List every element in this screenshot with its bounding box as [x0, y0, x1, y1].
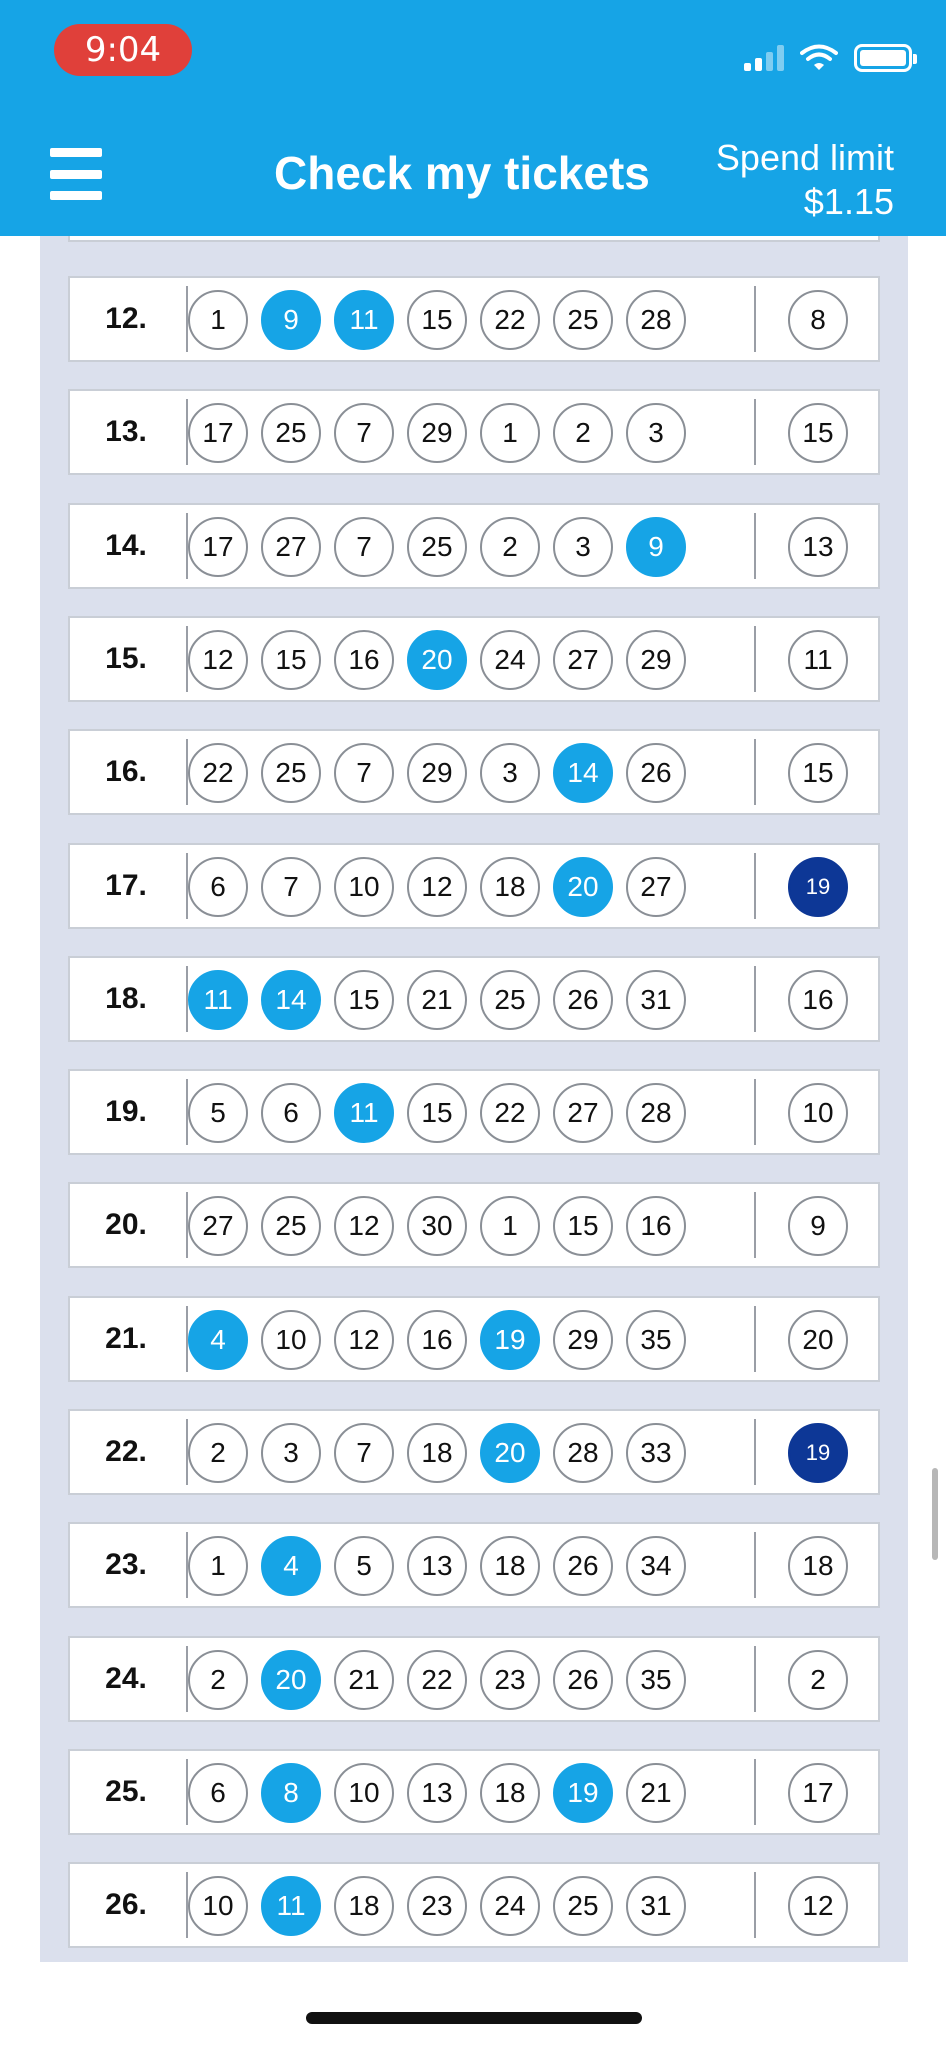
number-ball: 12: [334, 1196, 394, 1256]
matched-number-ball: 20: [407, 630, 467, 690]
number-ball: 3: [553, 517, 613, 577]
app-header: [0, 0, 946, 236]
number-ball: 30: [407, 1196, 467, 1256]
number-ball: 29: [407, 403, 467, 463]
ticket-row: [68, 616, 880, 702]
bonus-ball: 15: [788, 743, 848, 803]
number-ball: 29: [553, 1310, 613, 1370]
number-ball: 16: [626, 1196, 686, 1256]
ticket-row: [68, 389, 880, 475]
number-ball: 6: [188, 1763, 248, 1823]
number-ball: 6: [261, 1083, 321, 1143]
number-ball: 35: [626, 1310, 686, 1370]
number-ball: 25: [553, 290, 613, 350]
matched-number-ball: 11: [334, 290, 394, 350]
number-ball: 18: [480, 857, 540, 917]
matched-bonus-ball: 19: [788, 857, 848, 917]
bonus-ball: 2: [788, 1650, 848, 1710]
number-ball: 12: [407, 857, 467, 917]
ticket-number: 14.: [105, 528, 147, 562]
divider: [754, 1646, 756, 1712]
number-ball: 27: [626, 857, 686, 917]
ticket-row: [68, 1522, 880, 1608]
ticket-row: [68, 956, 880, 1042]
divider: [754, 966, 756, 1032]
divider: [754, 1192, 756, 1258]
number-ball: 13: [407, 1536, 467, 1596]
matched-number-ball: 8: [261, 1763, 321, 1823]
bonus-ball: 17: [788, 1763, 848, 1823]
bonus-ball: 10: [788, 1083, 848, 1143]
number-ball: 31: [626, 970, 686, 1030]
divider: [754, 399, 756, 465]
number-ball: 21: [626, 1763, 686, 1823]
home-indicator[interactable]: [306, 2012, 642, 2024]
number-ball: 25: [407, 517, 467, 577]
number-ball: 21: [334, 1650, 394, 1710]
number-ball: 3: [626, 403, 686, 463]
divider: [754, 1079, 756, 1145]
number-ball: 25: [553, 1876, 613, 1936]
ticket-row: [68, 1296, 880, 1382]
number-ball: 2: [480, 517, 540, 577]
number-ball: 35: [626, 1650, 686, 1710]
ticket-number: 23.: [105, 1548, 147, 1582]
number-ball: 27: [553, 630, 613, 690]
number-ball: 18: [334, 1876, 394, 1936]
number-ball: 28: [553, 1423, 613, 1483]
matched-number-ball: 11: [188, 970, 248, 1030]
number-ball: 25: [261, 403, 321, 463]
ticket-number: 21.: [105, 1321, 147, 1355]
bonus-ball: 20: [788, 1310, 848, 1370]
number-ball: 12: [188, 630, 248, 690]
battery-icon: [854, 44, 912, 72]
menu-icon[interactable]: [50, 148, 102, 200]
number-ball: 1: [480, 1196, 540, 1256]
divider: [754, 1532, 756, 1598]
divider: [754, 739, 756, 805]
number-ball: 27: [188, 1196, 248, 1256]
number-ball: 24: [480, 630, 540, 690]
number-ball: 1: [480, 403, 540, 463]
number-ball: 26: [626, 743, 686, 803]
status-icons: [744, 40, 912, 76]
number-ball: 23: [407, 1876, 467, 1936]
divider: [754, 513, 756, 579]
matched-bonus-ball: 19: [788, 1423, 848, 1483]
number-ball: 29: [407, 743, 467, 803]
number-ball: 10: [334, 1763, 394, 1823]
matched-number-ball: 14: [553, 743, 613, 803]
number-ball: 15: [553, 1196, 613, 1256]
status-time: 9:04: [54, 24, 192, 76]
ticket-number: 24.: [105, 1661, 147, 1695]
matched-number-ball: 19: [553, 1763, 613, 1823]
matched-number-ball: 11: [261, 1876, 321, 1936]
matched-number-ball: 9: [626, 517, 686, 577]
divider: [754, 1872, 756, 1938]
ticket-row: [68, 1409, 880, 1495]
ticket-row: [68, 1862, 880, 1948]
ticket-row: [68, 729, 880, 815]
number-ball: 23: [480, 1650, 540, 1710]
divider: [754, 286, 756, 352]
number-ball: 26: [553, 1536, 613, 1596]
number-ball: 26: [553, 1650, 613, 1710]
number-ball: 22: [480, 1083, 540, 1143]
number-ball: 7: [261, 857, 321, 917]
divider: [754, 853, 756, 919]
ticket-row: [68, 503, 880, 589]
number-ball: 15: [261, 630, 321, 690]
bonus-ball: 9: [788, 1196, 848, 1256]
ticket-number: 20.: [105, 1208, 147, 1242]
divider: [754, 1306, 756, 1372]
matched-number-ball: 19: [480, 1310, 540, 1370]
page-title: Check my tickets: [274, 147, 650, 199]
number-ball: 5: [188, 1083, 248, 1143]
number-ball: 16: [334, 630, 394, 690]
ticket-row: [68, 1749, 880, 1835]
number-ball: 10: [261, 1310, 321, 1370]
number-ball: 31: [626, 1876, 686, 1936]
divider: [754, 1419, 756, 1485]
divider: [754, 1759, 756, 1825]
number-ball: 3: [261, 1423, 321, 1483]
number-ball: 34: [626, 1536, 686, 1596]
cellular-signal-icon: [744, 45, 784, 71]
number-ball: 15: [407, 290, 467, 350]
matched-number-ball: 20: [261, 1650, 321, 1710]
number-ball: 22: [407, 1650, 467, 1710]
number-ball: 1: [188, 290, 248, 350]
ticket-number: 26.: [105, 1888, 147, 1922]
number-ball: 22: [480, 290, 540, 350]
divider: [754, 626, 756, 692]
bonus-ball: 15: [788, 403, 848, 463]
tickets-panel: [40, 236, 908, 1962]
matched-number-ball: 20: [553, 857, 613, 917]
ticket-number: 19.: [105, 1095, 147, 1129]
number-ball: 26: [553, 970, 613, 1030]
number-ball: 25: [261, 743, 321, 803]
ticket-row-partial: [68, 236, 880, 242]
bonus-ball: 12: [788, 1876, 848, 1936]
ticket-number: 12.: [105, 302, 147, 335]
bonus-ball: 16: [788, 970, 848, 1030]
number-ball: 28: [626, 290, 686, 350]
scrollbar[interactable]: [932, 1468, 938, 1560]
number-ball: 18: [480, 1763, 540, 1823]
number-ball: 27: [261, 517, 321, 577]
wifi-icon: [800, 44, 838, 72]
number-ball: 17: [188, 517, 248, 577]
matched-number-ball: 11: [334, 1083, 394, 1143]
number-ball: 10: [334, 857, 394, 917]
ticket-number: 13.: [105, 415, 147, 449]
ticket-number: 18.: [105, 981, 147, 1015]
number-ball: 28: [626, 1083, 686, 1143]
number-ball: 7: [334, 403, 394, 463]
number-ball: 25: [480, 970, 540, 1030]
spend-limit-value: $1.15: [803, 181, 894, 222]
number-ball: 2: [188, 1650, 248, 1710]
number-ball: 12: [334, 1310, 394, 1370]
matched-number-ball: 14: [261, 970, 321, 1030]
bonus-ball: 11: [788, 630, 848, 690]
number-ball: 22: [188, 743, 248, 803]
ticket-row: [68, 1069, 880, 1155]
number-ball: 3: [480, 743, 540, 803]
number-ball: 17: [188, 403, 248, 463]
number-ball: 2: [553, 403, 613, 463]
number-ball: 16: [407, 1310, 467, 1370]
number-ball: 25: [261, 1196, 321, 1256]
matched-number-ball: 4: [261, 1536, 321, 1596]
spend-limit-label: Spend limit: [715, 137, 894, 178]
number-ball: 1: [188, 1536, 248, 1596]
ticket-number: 22.: [105, 1435, 147, 1468]
spend-limit: [716, 136, 894, 224]
number-ball: 15: [407, 1083, 467, 1143]
ticket-row: [68, 843, 880, 929]
ticket-number: 17.: [105, 868, 147, 902]
number-ball: 2: [188, 1423, 248, 1483]
number-ball: 33: [626, 1423, 686, 1483]
number-ball: 13: [407, 1763, 467, 1823]
bonus-ball: 13: [788, 517, 848, 577]
number-ball: 7: [334, 743, 394, 803]
number-ball: 7: [334, 1423, 394, 1483]
ticket-row: [68, 1636, 880, 1722]
ticket-row: [68, 1182, 880, 1268]
number-ball: 6: [188, 857, 248, 917]
number-ball: 7: [334, 517, 394, 577]
ticket-number: 25.: [105, 1774, 147, 1808]
matched-number-ball: 9: [261, 290, 321, 350]
number-ball: 5: [334, 1536, 394, 1596]
bonus-ball: 18: [788, 1536, 848, 1596]
ticket-number: 16.: [105, 755, 147, 789]
ticket-number: 15.: [105, 641, 147, 675]
bonus-ball: 8: [788, 290, 848, 350]
number-ball: 18: [480, 1536, 540, 1596]
matched-number-ball: 20: [480, 1423, 540, 1483]
ticket-row: [68, 276, 880, 362]
number-ball: 27: [553, 1083, 613, 1143]
number-ball: 24: [480, 1876, 540, 1936]
number-ball: 29: [626, 630, 686, 690]
number-ball: 15: [334, 970, 394, 1030]
number-ball: 18: [407, 1423, 467, 1483]
number-ball: 21: [407, 970, 467, 1030]
number-ball: 10: [188, 1876, 248, 1936]
matched-number-ball: 4: [188, 1310, 248, 1370]
